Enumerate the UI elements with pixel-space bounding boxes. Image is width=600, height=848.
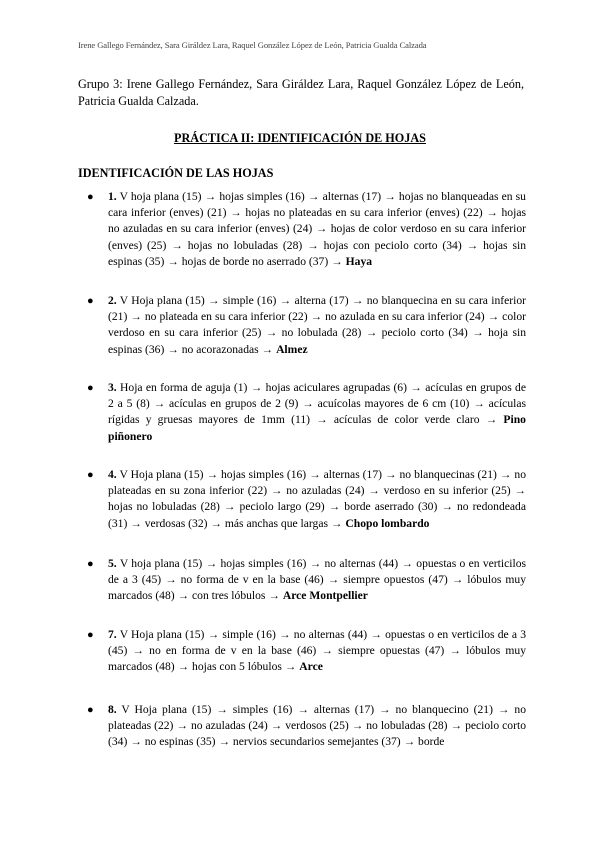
- section-heading: IDENTIFICACIÓN DE LAS HOJAS: [78, 166, 274, 180]
- item-result: Almez: [276, 342, 308, 356]
- list-item: [87, 293, 526, 358]
- item-number: 4.: [108, 468, 117, 481]
- list-item: [87, 189, 526, 270]
- item-result: Arce: [299, 660, 323, 674]
- item-result: Arce Montpellier: [282, 589, 368, 603]
- item-number: 2.: [108, 294, 117, 307]
- bullet-icon: ●: [87, 629, 94, 641]
- item-text: Hoja en forma de aguja (1) → hojas aciculares agrupadas (6) → acículas en grupos de 2 a 5 (8) → acículas en grupos de 2 (9) → acuícolas mayores de 6 cm (10) → acículas rígidas y gruesas mayores de 1mm (11) → acículas de color verde claro →: [108, 381, 526, 427]
- list-item: [87, 627, 526, 676]
- list-item: [87, 467, 526, 532]
- list-item: [87, 380, 526, 445]
- item-text: V hoja plana (15) → hojas simples (16) → alternas (17) → hojas no blanqueadas en su cara inferior (enves) (21) → hojas no plateadas en su cara inferior (enves) (22) → hojas no azuladas en su cara inferior (enves) (24) → hojas de color verdoso en su cara inferior (enves) (25) → hojas no lobuladas (28) → hojas con peciolo corto (34) → hojas sin espinas (35) → hojas de borde no aserrado (37) →: [108, 190, 526, 268]
- item-number: 7.: [108, 628, 117, 641]
- item-text: V hoja plana (15) → hojas simples (16) → no alternas (44) → opuestas o en verticilos de a 3 (45) → no forma de v en la base (46) → siempre opuestos (47) → lóbulos muy marcados (48) → con tres lóbulos →: [108, 557, 526, 603]
- bullet-icon: ●: [87, 295, 94, 307]
- running-header: Irene Gallego Fernández, Sara Giráldez Lara, Raquel González López de León, Patricia Gualda Calzada: [78, 40, 427, 50]
- item-text: V Hoja plana (15) → simples (16) → alternas (17) → no blanquecino (21) → no plateadas (22) → no azuladas (24) → verdosos (25) → no lobuladas (28) → peciolo corto (34) → no espinas (35) → nervios secundarios semejantes (37) → borde: [108, 703, 526, 749]
- item-number: 8.: [108, 703, 117, 716]
- item-number: 1.: [108, 190, 117, 203]
- bullet-icon: ●: [87, 382, 94, 394]
- bullet-icon: ●: [87, 558, 94, 570]
- item-result: Chopo lombardo: [345, 516, 430, 530]
- item-number: 5.: [108, 557, 117, 570]
- item-result: Haya: [345, 254, 373, 268]
- bullet-icon: ●: [87, 191, 94, 203]
- item-text: V Hoja plana (15) → hojas simples (16) → alternas (17) → no blanquecinas (21) → no plateadas en su zona inferior (22) → no azuladas (24) → verdoso en su inferior (25) → hojas no lobuladas (28) → peciolo largo (29) → borde aserrado (30) → no redondeada (31) → verdosas (32) → más anchas que largas →: [108, 468, 526, 530]
- item-text: V Hoja plana (15) → simple (16) → no alternas (44) → opuestas o en verticilos de a 3 (45) → no en forma de v en la base (46) → siempre opuestas (47) → lóbulos muy marcados (48) → hojas con 5 lóbulos →: [108, 628, 526, 674]
- item-result: Pino piñonero: [108, 413, 526, 443]
- item-number: 3.: [108, 381, 117, 394]
- authors-line: Grupo 3: Irene Gallego Fernández, Sara Giráldez Lara, Raquel González López de León, Patricia Gualda Calzada.: [78, 77, 524, 108]
- page-title: PRÁCTICA II: IDENTIFICACIÓN DE HOJAS: [174, 131, 426, 145]
- list-item: [87, 556, 526, 605]
- bullet-icon: ●: [87, 469, 94, 481]
- item-text: V Hoja plana (15) → simple (16) → alterna (17) → no blanquecina en su cara inferior (21) → no plateada en su cara inferior (22) → no azulada en su cara inferior (24) → color verdoso en su cara inferior (25) → no lobulada (28) → peciolo corto (34) → hoja sin espinas (36) → no acorazonadas →: [108, 294, 526, 356]
- list-item: [87, 702, 526, 751]
- bullet-icon: ●: [87, 704, 94, 716]
